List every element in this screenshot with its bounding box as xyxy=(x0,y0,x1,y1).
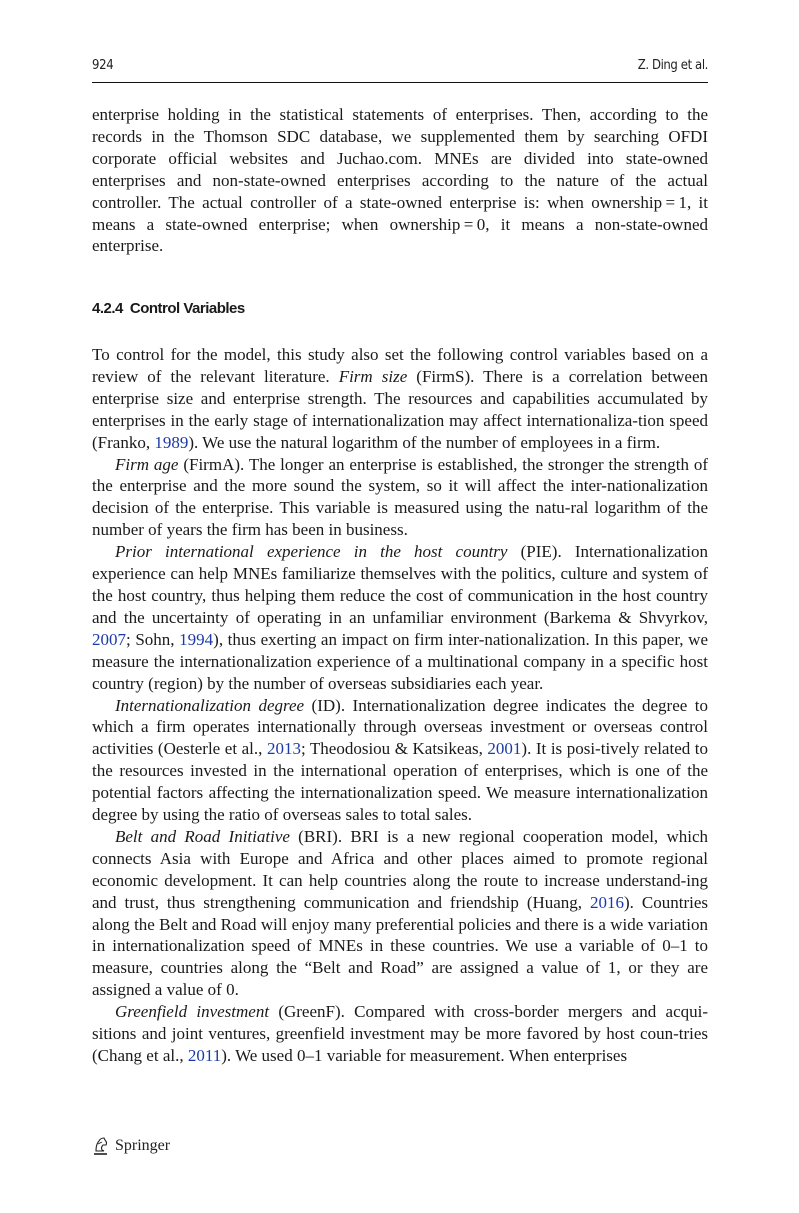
paragraph-firm-size xyxy=(92,344,708,454)
running-header xyxy=(92,58,708,80)
paragraph-belt-and-road xyxy=(92,826,708,1001)
citation-link[interactable]: 2016 xyxy=(590,892,625,912)
text-span: (BRI). BRI is a new regional cooperation model, which connects Asia with Europe and Africa and other places aimed to promote regional economic development. It can help countries along the route to increase understand-ing and trust, thus strengthening communication and friendship (Huang, xyxy=(92,826,708,912)
springer-horse-icon xyxy=(92,1136,110,1156)
text-span: (FirmS). There is a correlation between enterprise size and enterprise strength. The resources and capabilities accumulated by enterprises in the early stage of internationalization may affect internationaliza-tion speed (Franko, xyxy=(92,366,709,452)
paragraph-internationalization-degree xyxy=(92,695,708,826)
text-span: (ID). Internationalization degree indicates the degree to which a firm operates internationally through overseas investment or overseas control activities (Oesterle et al., xyxy=(92,695,708,759)
section-title: Control Variables xyxy=(129,300,245,317)
text-span: ). We use the natural logarithm of the number of employees in a firm. xyxy=(188,432,661,452)
term-greenfield: Greenfield investment xyxy=(115,1002,270,1022)
text-span: ). Countries along the Belt and Road will enjoy many preferential policies and there is a wide variation in internationalization speed of MNEs in these countries. We use a variable of 0–1 to measure, countries along the “Belt and Road” are assigned a value of 1, or they are assigned a value of 0. xyxy=(92,892,708,1000)
paragraph-firm-age xyxy=(92,454,708,542)
text-span: ; Theodosiou & Katsikeas, xyxy=(300,739,488,759)
text-span: (PIE). Internationalization experience can help MNEs familiarize themselves with the politics, culture and system of the host country, thus helping them reduce the cost of communication in the host country and the uncertainty of operating in an unfamiliar environment (Barkema & Shvyrkov, xyxy=(92,542,708,627)
header-rule xyxy=(92,82,708,83)
text-span: To control for the model, this study also set the following control variables based on a review of the relevant literature. xyxy=(92,345,708,386)
text-span: ; Sohn, xyxy=(126,629,180,649)
intro-block xyxy=(92,104,708,257)
term-belt-and-road: Belt and Road Initiative xyxy=(115,826,290,846)
section-heading xyxy=(92,300,245,317)
publisher-footer xyxy=(92,1136,170,1156)
page-number: 924 xyxy=(92,58,114,73)
paragraph-greenfield xyxy=(92,1001,708,1067)
citation-link[interactable]: 1989 xyxy=(154,432,189,452)
running-authors: Z. Ding et al. xyxy=(637,58,708,73)
publisher-name: Springer xyxy=(115,1137,171,1154)
citation-link[interactable]: 2001 xyxy=(487,739,522,759)
text-span: (FirmA). The longer an enterprise is established, the stronger the strength of the enterprise and the more sound the system, so it will affect the inter-nationalization decision of the enterprise. This variable is measured using the natu-ral logarithm of the number of years the firm has been in business. xyxy=(92,454,708,540)
term-internationalization-degree: Internationalization degree xyxy=(115,695,305,715)
intro-paragraph: enterprise holding in the statistical statements of enterprises. Then, according to the records in the Thomson SDC database, we supplemented them by searching OFDI corporate official websites and Juchao.com. MNEs are divided into state-owned enterprises and non-state-owned enterprises according to the nature of the actual controller. The actual controller of a state-owned enterprise is: when ownership = 1, it means a state-owned enterprise; when ownership = 0, it means a non-state-owned enterprise. xyxy=(92,105,708,256)
text-span: ), thus exerting an impact on firm inter-nationalization. In this paper, we measure the internationalization experience of a multinational company in a specific host country (region) by the number of overseas subsidiaries each year. xyxy=(92,629,708,693)
section-number: 4.2.4 xyxy=(92,300,123,317)
term-prior-experience: Prior international experience in the host country xyxy=(115,542,508,562)
text-span: ). It is posi-tively related to the resources invested in the international operation of enterprises, which is one of the potential factors affecting the internationalization speed. We measure internationalization degree by using the ratio of overseas sales to total sales. xyxy=(92,739,709,825)
term-firm-size: Firm size xyxy=(338,366,408,386)
citation-link[interactable]: 1994 xyxy=(179,629,214,649)
text-span: ). We used 0–1 variable for measurement. When enterprises xyxy=(221,1046,628,1065)
citation-link[interactable]: 2013 xyxy=(266,739,301,759)
text-span: (GreenF). Compared with cross-border mergers and acqui-sitions and joint ventures, greenfield investment may be more favored by host coun-tries (Chang et al., xyxy=(92,1002,708,1065)
control-variables-block xyxy=(92,344,708,1067)
citation-link[interactable]: 2011 xyxy=(187,1046,222,1065)
term-firm-age: Firm age xyxy=(115,454,179,474)
citation-link[interactable]: 2007 xyxy=(92,629,126,649)
paragraph-prior-experience xyxy=(92,541,708,694)
